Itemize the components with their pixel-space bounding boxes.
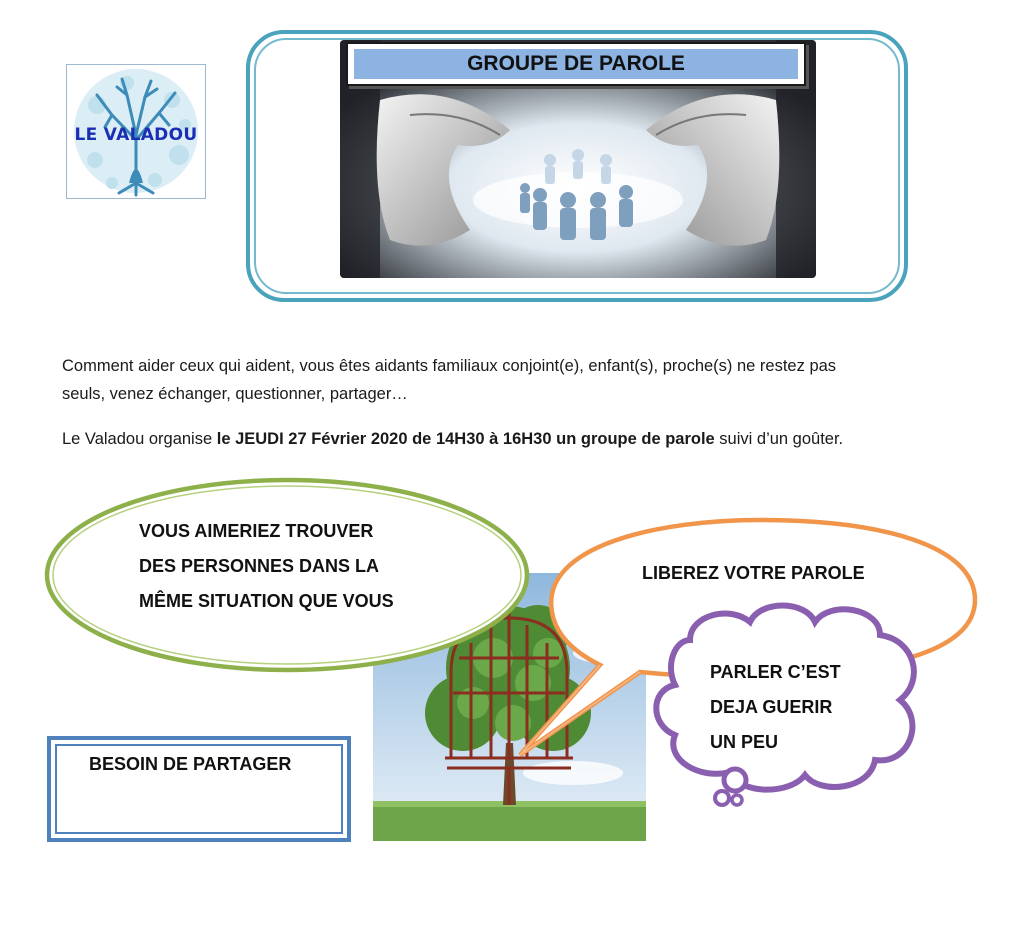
logo-text: LE VALADOU — [74, 125, 198, 145]
intro-line-1: Comment aider ceux qui aident, vous êtes aidants familiaux conjoint(e), enfant(s), proche(s) ne restez pas — [62, 357, 837, 375]
event-suffix: suivi d’un goûter. — [714, 430, 844, 448]
event-prefix: Le Valadou organise — [62, 430, 217, 448]
intro-line-2: seuls, venez échanger, questionner, partager… — [62, 385, 408, 403]
cloud-bubble-text — [710, 655, 890, 760]
green-bubble-line-2: DES PERSONNES DANS LA — [139, 556, 380, 576]
share-box — [47, 736, 351, 842]
cloud-line-2: DEJA GUERIR — [710, 697, 833, 717]
page-title: GROUPE DE PAROLE — [354, 49, 798, 79]
cloud-line-1: PARLER C’EST — [710, 662, 841, 682]
green-bubble-text — [139, 514, 459, 619]
share-box-text: BESOIN DE PARTAGER — [89, 754, 292, 774]
event-date: le JEUDI 27 Février 2020 de 14H30 à 16H30 un groupe de parole — [216, 430, 715, 448]
green-bubble-line-1: VOUS AIMERIEZ TROUVER — [139, 521, 374, 541]
intro-paragraph — [62, 352, 962, 408]
event-paragraph — [62, 425, 962, 453]
cloud-line-3: UN PEU — [710, 732, 779, 752]
orange-bubble-text: LIBEREZ VOTRE PAROLE — [642, 563, 865, 583]
green-bubble-line-3: MÊME SITUATION QUE VOUS — [139, 591, 394, 611]
valadou-logo — [66, 64, 206, 199]
title-bar — [346, 42, 806, 86]
